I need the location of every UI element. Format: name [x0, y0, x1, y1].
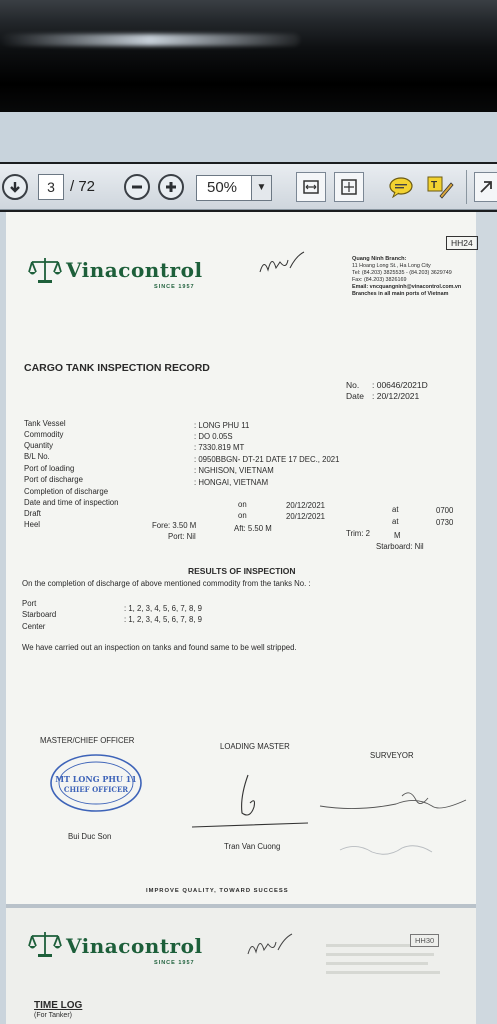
- chevron-down-icon[interactable]: ▼: [251, 176, 271, 200]
- loading-port-value: : NGHISON, VIETNAM: [194, 466, 274, 475]
- page-number-input[interactable]: 3: [38, 174, 64, 200]
- comment-icon: [388, 176, 414, 198]
- footer-slogan: IMPROVE QUALITY, TOWARD SUCCESS: [146, 888, 289, 894]
- inspection-date: 20/12/2021: [286, 512, 326, 521]
- plus-icon: [164, 180, 178, 194]
- initials-signature: [246, 930, 296, 960]
- tank-side-label: Center: [22, 622, 46, 631]
- expand-icon: [479, 180, 493, 194]
- surveyor-name-faint: [336, 836, 436, 860]
- field-label: Tank Vessel: [24, 419, 66, 428]
- viewer-gutter-right: [476, 212, 497, 1024]
- document-page: [6, 212, 476, 918]
- screen-glare: [0, 34, 300, 46]
- results-title: RESULTS OF INSPECTION: [188, 566, 296, 576]
- record-number-label: No.: [346, 380, 360, 390]
- field-label: Date and time of inspection: [24, 498, 119, 507]
- toolbar-separator: [466, 170, 467, 204]
- faded-branch-block: [326, 944, 446, 994]
- field-label: Quantity: [24, 441, 54, 450]
- fit-page-button[interactable]: [334, 172, 364, 202]
- branch-address: 11 Hoang Long St., Ha Long City: [352, 263, 431, 269]
- port-tanks: : 1, 2, 3, 4, 5, 6, 7, 8, 9: [124, 604, 203, 613]
- inspection-time: 0730: [436, 518, 454, 527]
- document-title: CARGO TANK INSPECTION RECORD: [24, 362, 210, 374]
- record-date: : 20/12/2021: [372, 391, 420, 401]
- field-label: Port of discharge: [24, 475, 83, 484]
- scales-logo-icon: [28, 256, 62, 284]
- heel-starboard: Starboard: Nil: [376, 542, 424, 551]
- company-since: SINCE 1957: [154, 284, 195, 290]
- draft-fore: Fore: 3.50 M: [152, 521, 197, 530]
- surveyor-signature: [316, 782, 476, 832]
- highlight-pen-icon: [426, 174, 454, 200]
- conclusion-text: We have carried out an inspection on tanks and found same to be well stripped.: [22, 643, 297, 652]
- fit-width-button[interactable]: [296, 172, 326, 202]
- zoom-out-button[interactable]: [124, 174, 150, 200]
- loading-master-label: LOADING MASTER: [220, 742, 290, 751]
- page-total: / 72: [70, 178, 96, 195]
- inspection-on: on: [238, 511, 247, 520]
- next-form-code: HH30: [410, 934, 439, 947]
- bl-value: : 0950BBGN- DT-21 DATE 17 DEC., 2021: [194, 455, 340, 464]
- record-date-label: Date: [346, 391, 364, 401]
- master-label: MASTER/CHIEF OFFICER: [40, 736, 135, 745]
- tank-side-label: Starboard: [22, 610, 57, 619]
- initials-signature: [258, 248, 308, 278]
- zoom-value: 50%: [207, 179, 238, 196]
- stamp-line-2: CHIEF OFFICER: [63, 785, 129, 794]
- draft-trim: Trim: 2: [346, 529, 370, 538]
- heel-port: Port: Nil: [168, 532, 196, 541]
- completion-time: 0700: [436, 506, 454, 515]
- form-code: HH24: [446, 236, 478, 250]
- record-number: : 00646/2021D: [372, 380, 428, 390]
- next-page-subtitle: (For Tanker): [34, 1012, 72, 1019]
- field-label: B/L No.: [24, 452, 50, 461]
- scales-logo-icon: [28, 930, 62, 958]
- loading-master-name: Tran Van Cuong: [224, 842, 281, 851]
- completion-at: at: [392, 505, 399, 514]
- tank-side-label: Port: [22, 599, 37, 608]
- completion-on: on: [238, 500, 247, 509]
- company-logo: Vinacontrol: [66, 258, 203, 282]
- commodity-value: : DO 0.05S: [194, 432, 233, 441]
- field-label: Heel: [24, 520, 41, 529]
- surveyor-label: SURVEYOR: [370, 751, 414, 760]
- field-label: Draft: [24, 509, 41, 518]
- next-page-title: TIME LOG: [34, 1000, 83, 1011]
- zoom-in-button[interactable]: [158, 174, 184, 200]
- branch-fax: Fax: (84.203) 3826169: [352, 277, 407, 283]
- field-label: Completion of discharge: [24, 487, 109, 496]
- next-document-page: [6, 904, 476, 1024]
- starboard-tanks: : 1, 2, 3, 4, 5, 6, 7, 8, 9: [124, 615, 203, 624]
- next-page-button[interactable]: [2, 174, 28, 200]
- fit-width-icon: [302, 178, 320, 196]
- discharge-port-value: : HONGAI, VIETNAM: [194, 478, 269, 487]
- branch-email: Email: vncquangninh@vinacontrol.com.vn: [352, 284, 462, 290]
- ship-stamp: [48, 752, 144, 814]
- draft-aft: Aft: 5.50 M: [234, 524, 272, 533]
- fit-page-icon: [340, 178, 358, 196]
- inspection-at: at: [392, 517, 399, 526]
- highlight-text-button[interactable]: [426, 174, 454, 200]
- pdf-toolbar: [0, 164, 497, 210]
- minus-icon: [130, 180, 144, 194]
- quantity-value: : 7330.819 MT: [194, 443, 245, 452]
- vessel-value: : LONG PHU 11: [194, 421, 250, 430]
- comment-button[interactable]: [388, 176, 414, 198]
- next-company-logo: Vinacontrol: [66, 934, 203, 958]
- field-label: Commodity: [24, 430, 64, 439]
- master-name: Bui Duc Son: [68, 832, 112, 841]
- stamp-line-1: MT LONG PHU 11: [55, 774, 137, 784]
- zoom-select[interactable]: [196, 175, 272, 201]
- branch-note: Branches in all main ports of Vietnam: [352, 291, 449, 297]
- expand-button[interactable]: [474, 172, 497, 202]
- draft-trim-unit: M: [394, 531, 401, 540]
- completion-date: 20/12/2021: [286, 501, 326, 510]
- branch-name: Quang Ninh Branch:: [352, 256, 407, 262]
- svg-text:T: T: [431, 180, 438, 191]
- loading-master-signature: [190, 767, 310, 837]
- results-intro: On the completion of discharge of above mentioned commodity from the tanks No. :: [22, 579, 311, 588]
- next-company-since: SINCE 1957: [154, 960, 195, 966]
- arrow-down-icon: [8, 180, 22, 194]
- monitor-bezel: [0, 0, 497, 120]
- branch-tel: Tel: (84.203) 3825535 - (84.203) 3629749: [352, 270, 452, 276]
- field-label: Port of loading: [24, 464, 75, 473]
- viewer-background: [0, 112, 497, 162]
